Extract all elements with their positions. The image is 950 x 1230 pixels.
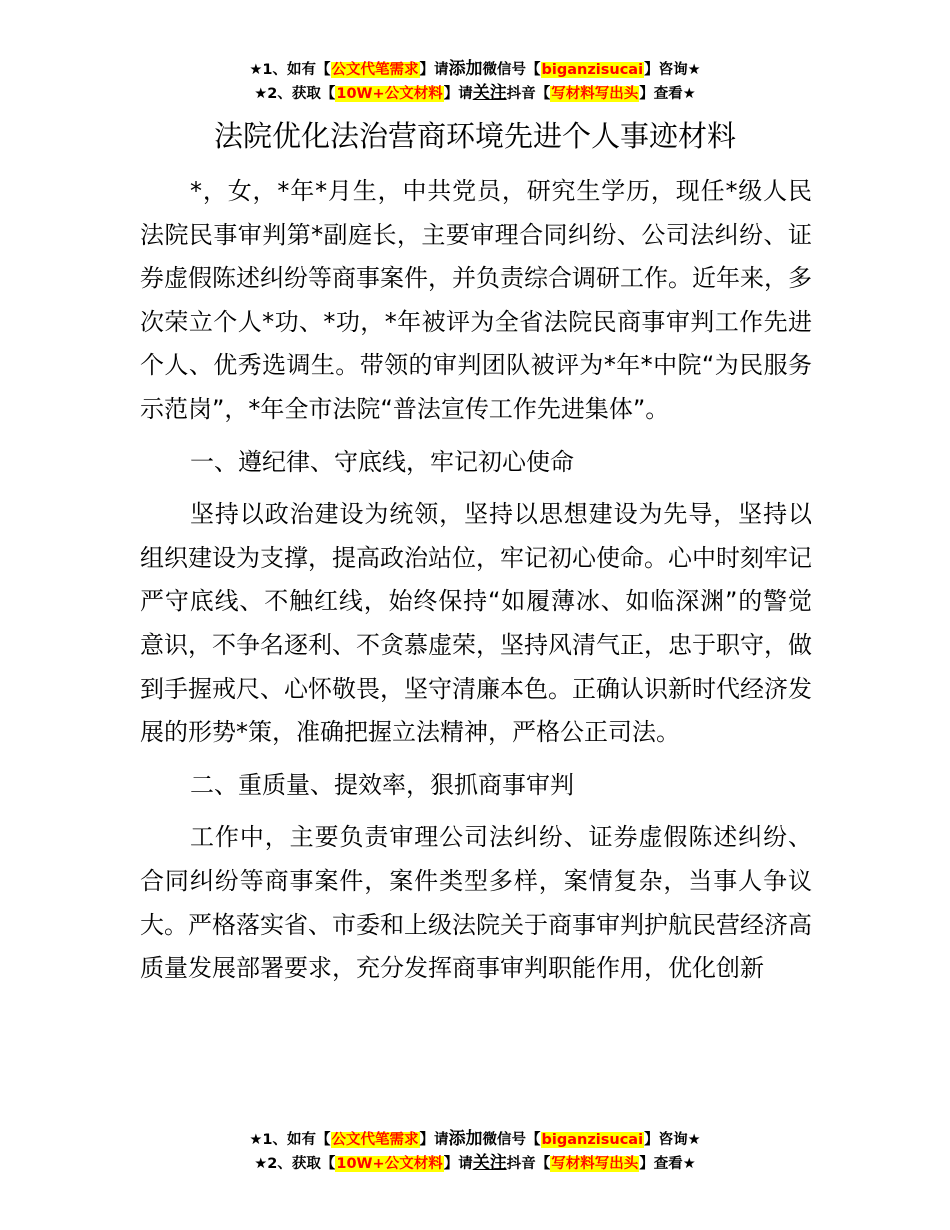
banner-text: ★1、如有【 xyxy=(249,1132,331,1148)
document-body xyxy=(140,170,812,991)
intro-paragraph: *，女，*年*月生，中共党员，研究生学历，现任*级人民法院民事审判第*副庭长，主要审理合同纠纷、公司法纠纷、证券虚假陈述纠纷等商事案件，并负责综合调研工作。近年来，多次荣立个人*功、*功，*年被评为全省法院民商事审判工作先进个人、优秀选调生。带领的审判团队被评为*年*中院“为民服务示范岗”，*年全市法院“普法宣传工作先进集体”。 xyxy=(140,177,812,423)
banner-highlight: biganzisucai xyxy=(541,1132,644,1148)
banner-text: 】咨询★ xyxy=(644,62,701,78)
banner-text: 】请 xyxy=(419,62,449,78)
section-paragraph-2: 工作中，主要负责审理公司法纠纷、证券虚假陈述纠纷、合同纠纷等商事案件，案件类型多样，案情复杂，当事人争议大。严格落实省、市委和上级法院关于商事审判护航民营经济高质量发展部署要求，充分发挥商事审判职能作用，优化创新 xyxy=(140,823,812,983)
banner-emphasis: 关注 xyxy=(472,83,507,103)
banner-text: ★2、获取【 xyxy=(254,1156,336,1172)
banner-text: 】查看★ xyxy=(639,1156,696,1172)
banner-text: 】咨询★ xyxy=(644,1132,701,1148)
banner-text: 】请 xyxy=(443,1156,473,1172)
banner-highlight: 10W+公文材料 xyxy=(336,86,443,102)
banner-text: 微信号【 xyxy=(482,62,541,78)
banner-highlight: 写材料写出头 xyxy=(551,1156,639,1172)
banner-text: 】查看★ xyxy=(639,86,696,102)
banner-emphasis: 关注 xyxy=(472,1153,507,1173)
banner-text: 微信号【 xyxy=(482,1132,541,1148)
document-title: 法院优化法治营商环境先进个人事迹材料 xyxy=(213,119,736,153)
banner-text: 】请 xyxy=(443,86,473,102)
banner-emphasis: 添加 xyxy=(448,59,483,79)
banner-line-1 xyxy=(0,58,950,82)
section-heading-1: 一、遵纪律、守底线，牢记初心使命 xyxy=(190,447,574,476)
banner-text: 抖音【 xyxy=(506,1156,551,1172)
banner-emphasis: 添加 xyxy=(448,1129,483,1149)
banner-line-2 xyxy=(0,82,950,106)
banner-text: ★2、获取【 xyxy=(254,86,336,102)
banner-text: ★1、如有【 xyxy=(249,62,331,78)
banner-text: 抖音【 xyxy=(506,86,551,102)
footer-banner xyxy=(0,1128,950,1176)
banner-highlight: 公文代笔需求 xyxy=(331,62,419,78)
banner-highlight: 写材料写出头 xyxy=(551,86,639,102)
section-paragraph-1: 坚持以政治建设为统领，坚持以思想建设为先导，坚持以组织建设为支撑，提高政治站位，牢记初心使命。心中时刻牢记严守底线、不触红线，始终保持“如履薄冰、如临深渊”的警觉意识，不争名逐利、不贪慕虚荣，坚持风清气正，忠于职守，做到手握戒尺、心怀敬畏，坚守清廉本色。正确认识新时代经济发展的形势*策，准确把握立法精神，严格公正司法。 xyxy=(140,500,812,747)
banner-highlight: 10W+公文材料 xyxy=(336,1156,443,1172)
banner-highlight: biganzisucai xyxy=(541,62,644,78)
banner-text: 】请 xyxy=(419,1132,449,1148)
section-heading-2: 二、重质量、提效率，狠抓商事审判 xyxy=(190,770,574,799)
header-banner xyxy=(0,58,950,106)
banner-highlight: 公文代笔需求 xyxy=(331,1132,419,1148)
banner-line-2 xyxy=(0,1152,950,1176)
banner-line-1 xyxy=(0,1128,950,1152)
